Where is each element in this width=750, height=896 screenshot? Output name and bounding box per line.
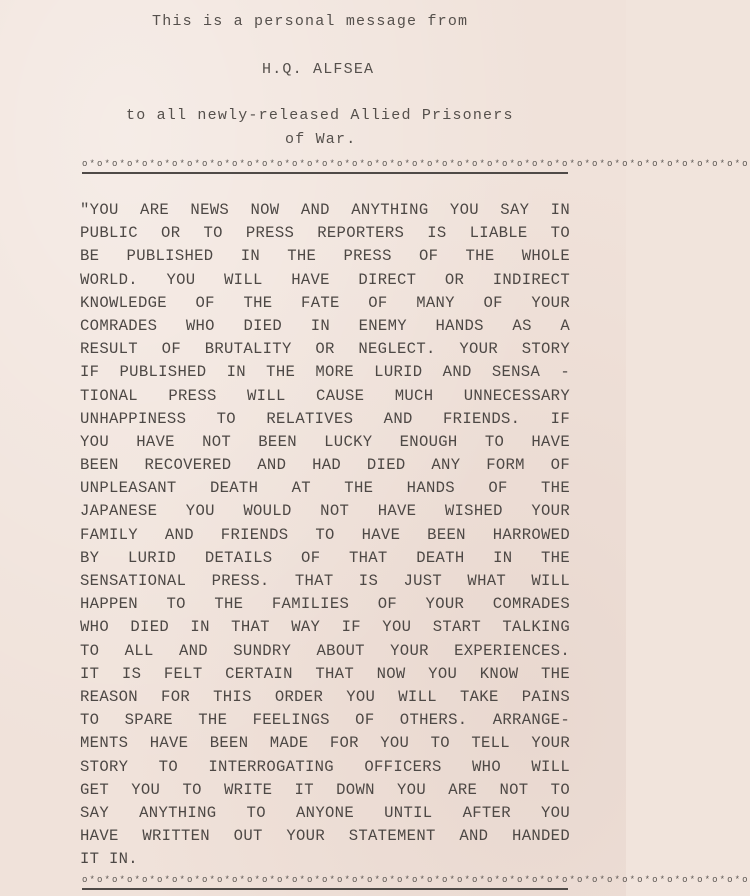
message-line: IF PUBLISHED IN THE MORE LURID AND SENSA -: [80, 363, 570, 382]
message-line: UNHAPPINESS TO RELATIVES AND FRIENDS. IF: [80, 409, 570, 428]
divider-top-ornament: o*o*o*o*o*o*o*o*o*o*o*o*o*o*o*o*o*o*o*o*o*o*o*o*o*o*o*o*o*o*o*o*o*o*o*o*o*o*o*o*o*o*o*o*o: [82, 159, 750, 169]
message-line: RESULT OF BRUTALITY OR NEGLECT. YOUR STORY: [80, 340, 570, 359]
message-line: STORY TO INTERROGATING OFFICERS WHO WILL: [80, 757, 570, 776]
header-sender: H.Q. ALFSEA: [262, 61, 375, 78]
message-line: TIONAL PRESS WILL CAUSE MUCH UNNECESSARY: [80, 386, 570, 405]
header-recipients-cont: of War.: [285, 131, 357, 148]
message-line: COMRADES WHO DIED IN ENEMY HANDS AS A: [80, 316, 570, 335]
divider-bottom-line: [82, 888, 568, 890]
message-line: "YOU ARE NEWS NOW AND ANYTHING YOU SAY IN: [80, 201, 570, 219]
divider-top-line: [82, 172, 568, 174]
message-line: KNOWLEDGE OF THE FATE OF MANY OF YOUR: [80, 293, 570, 312]
message-line: WORLD. YOU WILL HAVE DIRECT OR INDIRECT: [80, 270, 570, 289]
message-line: REASON FOR THIS ORDER YOU WILL TAKE PAINS: [80, 687, 570, 706]
message-line: IT IS FELT CERTAIN THAT NOW YOU KNOW THE: [80, 664, 570, 683]
message-line: TO ALL AND SUNDRY ABOUT YOUR EXPERIENCES.: [80, 641, 570, 660]
message-line: TO SPARE THE FEELINGS OF OTHERS. ARRANGE-: [80, 711, 570, 730]
message-line: HAVE WRITTEN OUT YOUR STATEMENT AND HANDED: [80, 827, 570, 846]
message-line: SENSATIONAL PRESS. THAT IS JUST WHAT WILL: [80, 572, 570, 590]
header-intro: This is a personal message from: [152, 13, 469, 30]
message-line: MENTS HAVE BEEN MADE FOR YOU TO TELL YOUR: [80, 734, 570, 753]
divider-bottom-ornament: o*o*o*o*o*o*o*o*o*o*o*o*o*o*o*o*o*o*o*o*o*o*o*o*o*o*o*o*o*o*o*o*o*o*o*o*o*o*o*o*o*o*o*o*o: [82, 875, 750, 885]
message-line: IT IN.: [80, 850, 138, 869]
message-line: SAY ANYTHING TO ANYONE UNTIL AFTER YOU: [80, 803, 570, 822]
message-line: YOU HAVE NOT BEEN LUCKY ENOUGH TO HAVE: [80, 432, 570, 451]
message-body: [80, 199, 570, 871]
message-line: WHO DIED IN THAT WAY IF YOU START TALKING: [80, 618, 570, 637]
divider-top: [82, 159, 750, 174]
message-line: BE PUBLISHED IN THE PRESS OF THE WHOLE: [80, 247, 570, 266]
message-line: GET YOU TO WRITE IT DOWN YOU ARE NOT TO: [80, 780, 570, 799]
message-line: JAPANESE YOU WOULD NOT HAVE WISHED YOUR: [80, 502, 570, 521]
message-line: BY LURID DETAILS OF THAT DEATH IN THE: [80, 548, 570, 567]
message-line: PUBLIC OR TO PRESS REPORTERS IS LIABLE TO: [80, 224, 570, 243]
message-line: HAPPEN TO THE FAMILIES OF YOUR COMRADES: [80, 595, 570, 614]
header-recipients: to all newly-released Allied Prisoners: [126, 107, 514, 124]
divider-bottom: [82, 875, 750, 890]
message-line: FAMILY AND FRIENDS TO HAVE BEEN HARROWED: [80, 525, 570, 544]
message-line: UNPLEASANT DEATH AT THE HANDS OF THE: [80, 479, 570, 498]
message-line: BEEN RECOVERED AND HAD DIED ANY FORM OF: [80, 456, 570, 475]
